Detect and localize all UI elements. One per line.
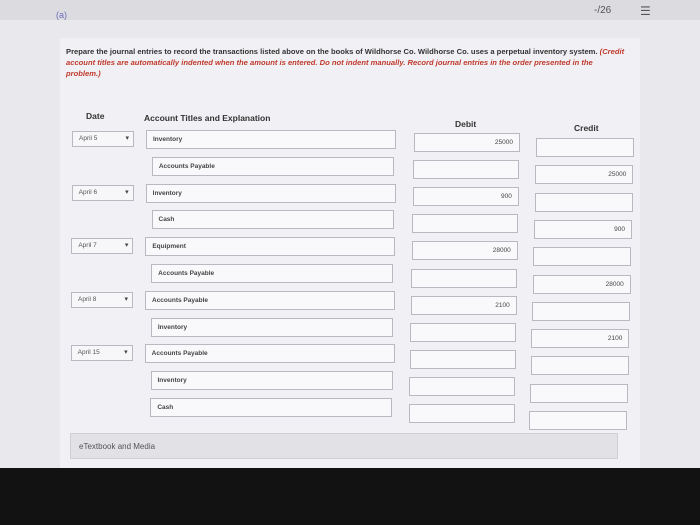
account-input[interactable] [146,130,396,149]
header-credit: Credit [574,123,599,133]
account-input[interactable] [146,184,396,203]
debit-value: 28000 [492,247,511,255]
chevron-down-icon: ▾ [124,295,128,303]
account-value: Equipment [152,243,186,251]
debit-input[interactable] [412,214,518,233]
account-input[interactable] [151,318,393,337]
date-select[interactable] [72,185,134,201]
credit-value: 25000 [608,171,627,179]
credit-value: 900 [614,225,626,233]
account-value: Accounts Payable [152,296,208,304]
credit-input[interactable] [531,329,629,348]
debit-input[interactable] [410,323,516,342]
debit-input[interactable] [409,404,515,423]
credit-value: 2100 [607,335,623,343]
account-input[interactable] [151,371,393,390]
etextbook-media-link[interactable] [70,433,618,459]
account-value: Inventory [157,377,187,385]
debit-value: 2100 [495,301,510,309]
chevron-down-icon: ▾ [125,188,129,196]
account-input[interactable] [152,210,394,229]
monitor-bezel [0,468,700,525]
date-value: April 7 [78,242,97,250]
account-value: Cash [157,404,174,411]
debit-value: 900 [501,193,512,201]
credit-input[interactable] [536,138,634,157]
header-debit: Debit [455,119,477,129]
debit-input[interactable] [411,296,517,315]
credit-input[interactable] [532,302,630,321]
instructions-note: (Credit account titles are automatically indented when the amount is entered. Do not indent manually. Record journal entries in the order presented in the problem.) [66,47,625,78]
account-value: Cash [158,216,175,224]
debit-input[interactable] [409,377,515,396]
credit-input[interactable] [529,411,627,430]
instructions-text: Prepare the journal entries to record the transactions listed above on the books of Wildhorse Co. Wildhorse Co. uses a perpetual inventory system. [66,47,598,56]
debit-input[interactable] [413,160,519,179]
date-value: April 8 [78,295,97,303]
account-input[interactable] [145,237,395,256]
account-input[interactable] [145,344,395,363]
score-display: -/26 [594,5,612,16]
date-value: April 15 [77,349,100,357]
account-value: Inventory [152,189,182,197]
credit-input[interactable] [534,220,632,239]
etextbook-label: eTextbook and Media [79,442,156,451]
account-value: Inventory [157,323,188,331]
account-value: Accounts Payable [151,350,208,358]
date-value: April 5 [79,135,98,142]
debit-input[interactable] [411,269,517,288]
date-select[interactable] [71,345,133,361]
account-input[interactable] [151,264,393,283]
account-input[interactable] [152,157,394,176]
debit-input[interactable] [412,241,518,260]
debit-value: 25000 [494,139,513,146]
account-input[interactable] [145,291,395,310]
date-select[interactable] [71,292,133,308]
part-label: (a) [56,10,67,20]
credit-input[interactable] [535,165,633,184]
account-value: Accounts Payable [158,162,215,170]
chevron-down-icon: ▾ [125,135,129,142]
chevron-down-icon: ▾ [124,349,128,357]
date-select[interactable] [71,238,133,254]
header-date: Date [86,111,105,121]
debit-input[interactable] [410,350,516,369]
credit-input[interactable] [530,384,628,403]
debit-input[interactable] [414,133,520,152]
credit-value: 28000 [605,280,624,288]
date-value: April 6 [78,188,98,196]
date-select[interactable] [72,131,134,147]
account-value: Inventory [153,136,183,143]
credit-input[interactable] [535,193,633,212]
header-account: Account Titles and Explanation [144,113,271,123]
credit-input[interactable] [533,275,631,294]
credit-input[interactable] [533,247,631,266]
instructions [66,46,626,79]
account-value: Accounts Payable [158,270,215,277]
chevron-down-icon: ▾ [124,242,129,250]
debit-input[interactable] [413,187,519,206]
account-input[interactable] [150,398,392,417]
list-icon[interactable]: ☰ [640,4,651,18]
credit-input[interactable] [531,356,629,375]
